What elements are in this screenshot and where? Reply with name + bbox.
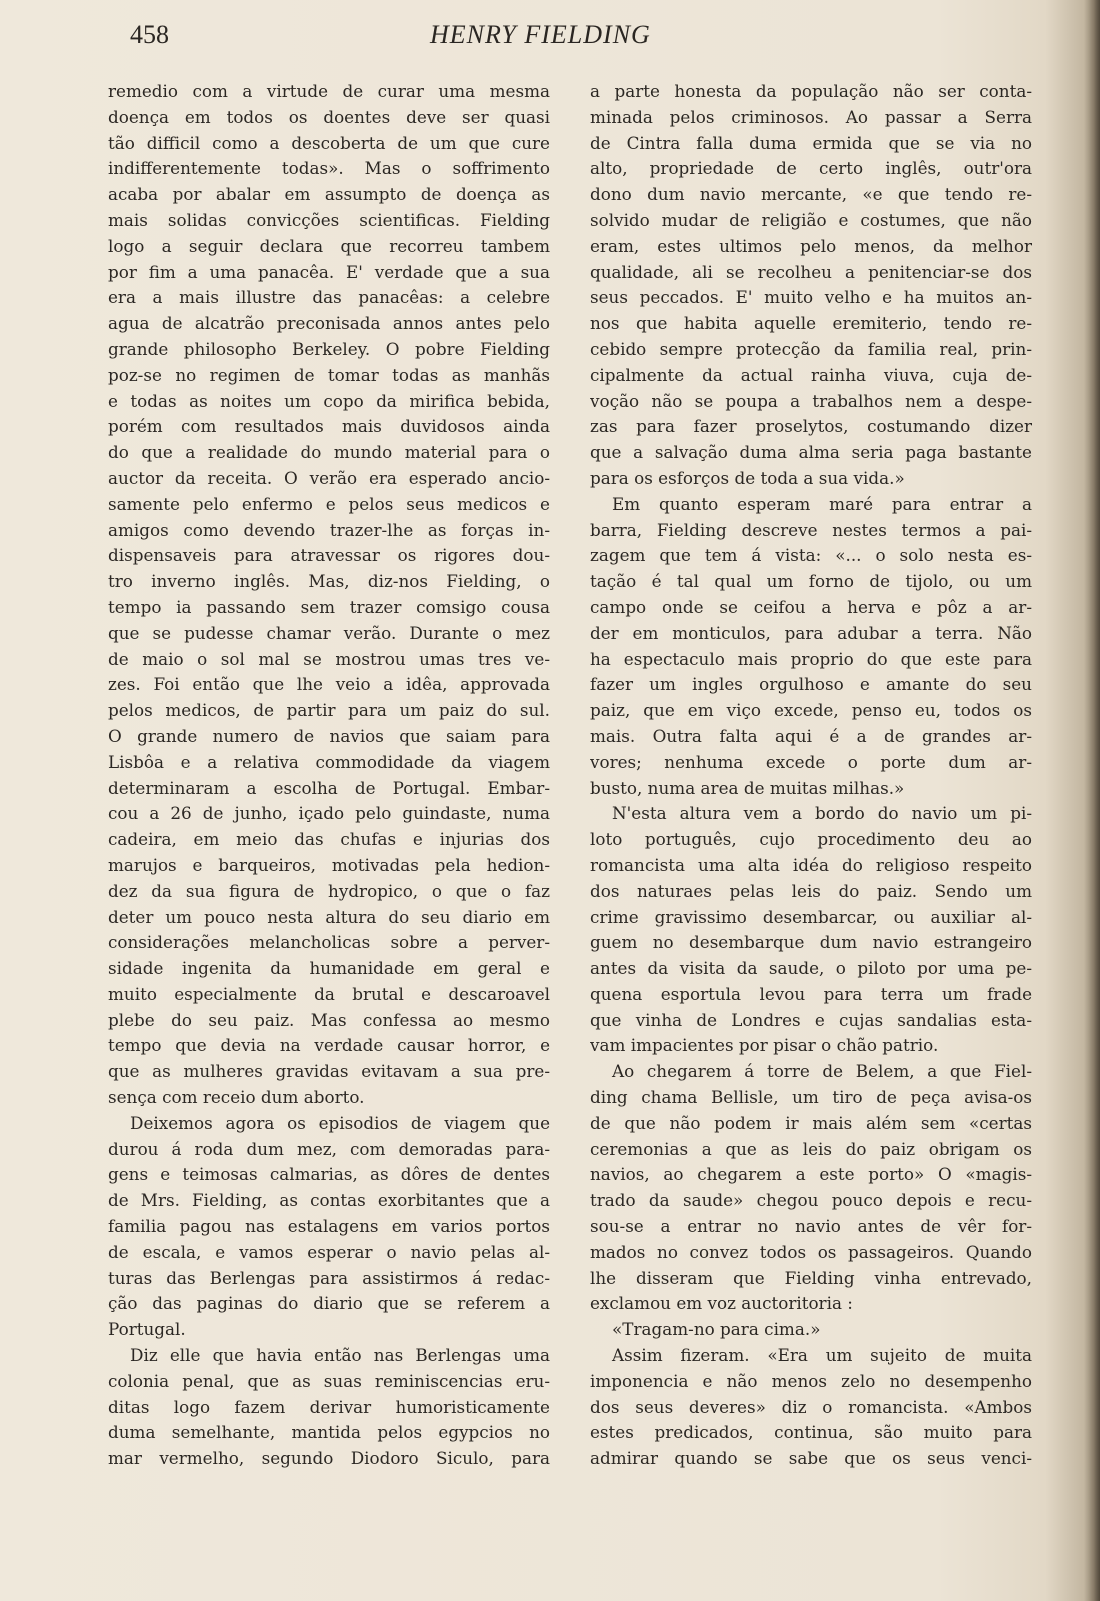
text-line: cebido sempre protecção da familia real, prin- (590, 338, 1032, 359)
text-line: que vinha de Londres e cujas sandalias esta- (590, 1009, 1032, 1030)
text-line: quena esportula levou para terra um frade (590, 983, 1032, 1004)
text-line: Ao chegarem á torre de Belem, a que Fiel- (612, 1061, 1032, 1082)
text-line: tação é tal qual um forno de tijolo, ou um (590, 571, 1032, 592)
text-line: familia pagou nas estalagens em varios portos (108, 1216, 550, 1237)
text-line: Deixemos agora os episodios de viagem que (130, 1112, 550, 1133)
text-line: zes. Foi então que lhe veio a idêa, approvada (108, 674, 550, 695)
text-line: tempo ia passando sem trazer comsigo cousa (108, 596, 550, 617)
text-line: grande philosopho Berkeley. O pobre Fielding (108, 338, 550, 359)
text-line: paiz, que em viço excede, penso eu, todos os (590, 700, 1032, 721)
text-line: agua de alcatrão preconisada annos antes pelo (108, 313, 550, 334)
text-line: tempo que devia na verdade causar horror, e (108, 1035, 550, 1056)
text-line: muito especialmente da brutal e descaroavel (108, 983, 550, 1004)
text-line: dos seus deveres» diz o romancista. «Ambos (590, 1396, 1032, 1417)
text-line: de Cintra falla duma ermida que se via no (590, 132, 1032, 153)
left-text-column (108, 79, 550, 1472)
text-line: ha espectaculo mais proprio do que este para (590, 648, 1032, 669)
text-line: alto, propriedade de certo inglês, outr'ora (590, 158, 1032, 179)
text-line: do que a realidade do mundo material para o (108, 442, 550, 463)
text-line: indifferentemente todas». Mas o soffrimento (108, 158, 550, 179)
text-line: vam impacientes por pisar o chão patrio. (590, 1035, 939, 1056)
text-line: turas das Berlengas para assistirmos á redac- (108, 1267, 550, 1288)
text-line: pelos medicos, de partir para um paiz do sul. (108, 700, 550, 721)
text-line: que as mulheres gravidas evitavam a sua pre- (108, 1061, 550, 1082)
text-line: navios, ao chegarem a este porto» O «magis- (590, 1164, 1032, 1185)
text-line: auctor da receita. O verão era esperado ancio- (108, 467, 550, 488)
text-line: logo a seguir declara que recorreu tambem (108, 235, 550, 256)
right-text-column (590, 79, 1032, 1472)
text-line: poz-se no regimen de tomar todas as manhãs (108, 364, 550, 385)
page-edge-shadow (1084, 0, 1100, 1601)
text-line: estes predicados, continua, são muito para (590, 1422, 1032, 1443)
text-line: loto português, cujo procedimento deu ao (590, 829, 1032, 850)
text-line: vores; nenhuma excede o porte dum ar- (590, 751, 1032, 772)
text-line: mados no convez todos os passageiros. Quando (590, 1241, 1032, 1262)
text-line: cou a 26 de junho, içado pelo guindaste, numa (108, 803, 550, 824)
text-line: de escala, e vamos esperar o navio pelas al- (108, 1241, 550, 1262)
text-line: mais solidas convicções scientificas. Fielding (108, 209, 550, 230)
text-line: acaba por abalar em assumpto de doença as (108, 184, 550, 205)
text-line: Diz elle que havia então nas Berlengas uma (130, 1345, 550, 1366)
text-line: gens e teimosas calmarias, as dôres de dentes (108, 1164, 550, 1185)
text-line: considerações melancholicas sobre a perver- (108, 932, 550, 953)
text-line: mar vermelho, segundo Diodoro Siculo, para (108, 1448, 550, 1469)
text-line: durou á roda dum mez, com demoradas para- (108, 1138, 550, 1159)
text-line: determinaram a escolha de Portugal. Embar- (108, 777, 550, 798)
text-line: sou-se a entrar no navio antes de vêr for- (590, 1216, 1032, 1237)
text-line: de Mrs. Fielding, as contas exorbitantes que a (108, 1190, 550, 1211)
text-line: para os esforços de toda a sua vida.» (590, 467, 905, 488)
text-line: zagem que tem á vista: «... o solo nesta es- (590, 545, 1032, 566)
text-line: busto, numa area de muitas milhas.» (590, 777, 905, 798)
text-line: minada pelos criminosos. Ao passar a Serra (590, 106, 1032, 127)
text-line: colonia penal, que as suas reminiscencias eru- (108, 1370, 550, 1391)
text-line: e todas as noites um copo da mirifica bebida, (108, 390, 550, 411)
text-line: dez da sua figura de hydropico, o que o faz (108, 880, 550, 901)
text-line: de que não podem ir mais além sem «certas (590, 1112, 1032, 1133)
text-line: crime gravissimo desembarcar, ou auxiliar al- (590, 906, 1032, 927)
text-line: por fim a uma panacêa. E' verdade que a sua (108, 261, 550, 282)
text-line: fazer um ingles orgulhoso e amante do seu (590, 674, 1032, 695)
text-line: Portugal. (108, 1319, 186, 1340)
text-line: trado da saude» chegou pouco depois e recu- (590, 1190, 1032, 1211)
text-line: solvido mudar de religião e costumes, que não (590, 209, 1032, 230)
text-line: sidade ingenita da humanidade em geral e (108, 958, 550, 979)
text-line: sença com receio dum aborto. (108, 1087, 365, 1108)
text-line: ção das paginas do diario que se referem a (108, 1293, 550, 1314)
text-line: ding chama Bellisle, um tiro de peça avisa-os (590, 1087, 1032, 1108)
text-line: O grande numero de navios que saiam para (108, 725, 550, 746)
text-line: ceremonias a que as leis do paiz obrigam os (590, 1138, 1032, 1159)
text-line: ditas logo fazem derivar humoristicamente (108, 1396, 550, 1417)
text-line: deter um pouco nesta altura do seu diario em (108, 906, 550, 927)
text-line: romancista uma alta idéa do religioso respeito (590, 854, 1032, 875)
text-line: mais. Outra falta aqui é a de grandes ar- (590, 725, 1032, 746)
text-line: duma semelhante, mantida pelos egypcios no (108, 1422, 550, 1443)
text-line: tro inverno inglês. Mas, diz-nos Fielding, o (108, 571, 550, 592)
text-line: seus peccados. E' muito velho e ha muitos an- (590, 287, 1032, 308)
running-title: HENRY FIELDING (430, 20, 651, 49)
text-line: dispensaveis para atravessar os rigores dou- (108, 545, 550, 566)
text-line: porém com resultados mais duvidosos ainda (108, 416, 550, 437)
text-line: dono dum navio mercante, «e que tendo re- (590, 184, 1032, 205)
text-line: cadeira, em meio das chufas e injurias dos (108, 829, 550, 850)
text-line: guem no desembarque dum navio estrangeiro (590, 932, 1032, 953)
text-line: doença em todos os doentes deve ser quasi (108, 106, 550, 127)
text-line: imponencia e não menos zelo no desempenho (590, 1370, 1032, 1391)
text-line: eram, estes ultimos pelo menos, da melhor (590, 235, 1032, 256)
text-line: amigos como devendo trazer-lhe as forças in- (108, 519, 550, 540)
text-line: zas para fazer proselytos, costumando dizer (590, 416, 1032, 437)
text-line: barra, Fielding descreve nestes termos a pai- (590, 519, 1032, 540)
text-line: der em monticulos, para adubar a terra. Não (590, 622, 1032, 643)
text-line: N'esta altura vem a bordo do navio um pi- (612, 803, 1032, 824)
text-line: Em quanto esperam maré para entrar a (612, 493, 1032, 514)
text-line: voção não se poupa a trabalhos nem a despe- (590, 390, 1032, 411)
page-number: 458 (130, 20, 169, 49)
page-header (0, 18, 1100, 58)
text-line: campo onde se ceifou a herva e pôz a ar- (590, 596, 1032, 617)
text-line: que a salvação duma alma seria paga bastante (590, 442, 1032, 463)
text-line: lhe disseram que Fielding vinha entrevado, (590, 1267, 1032, 1288)
text-line: dos naturaes pelas leis do paiz. Sendo um (590, 880, 1032, 901)
text-line: exclamou em voz auctoritoria : (590, 1293, 853, 1314)
text-line: remedio com a virtude de curar uma mesma (108, 81, 550, 101)
text-line: admirar quando se sabe que os seus venci- (590, 1448, 1032, 1469)
text-line: antes da visita da saude, o piloto por uma pe- (590, 958, 1032, 979)
text-line: Assim fizeram. «Era um sujeito de muita (612, 1345, 1032, 1366)
text-line: de maio o sol mal se mostrou umas tres ve- (108, 648, 550, 669)
text-line: cipalmente da actual rainha viuva, cuja de- (590, 364, 1032, 385)
text-line: plebe do seu paiz. Mas confessa ao mesmo (108, 1009, 550, 1030)
text-line: nos que habita aquelle eremiterio, tendo re- (590, 313, 1032, 334)
text-line: tão difficil como a descoberta de um que cure (108, 132, 550, 153)
text-line: era a mais illustre das panacêas: a celebre (108, 287, 550, 308)
text-line: Lisbôa e a relativa commodidade da viagem (108, 751, 550, 772)
text-line: samente pelo enfermo e pelos seus medicos e (108, 493, 550, 514)
text-line: que se pudesse chamar verão. Durante o mez (108, 622, 550, 643)
text-line: a parte honesta da população não ser conta- (590, 81, 1032, 101)
text-line: qualidade, ali se recolheu a penitenciar-se dos (590, 261, 1032, 282)
text-line: marujos e barqueiros, motivadas pela hedion- (108, 854, 550, 875)
text-line: «Tragam-no para cima.» (612, 1319, 821, 1340)
